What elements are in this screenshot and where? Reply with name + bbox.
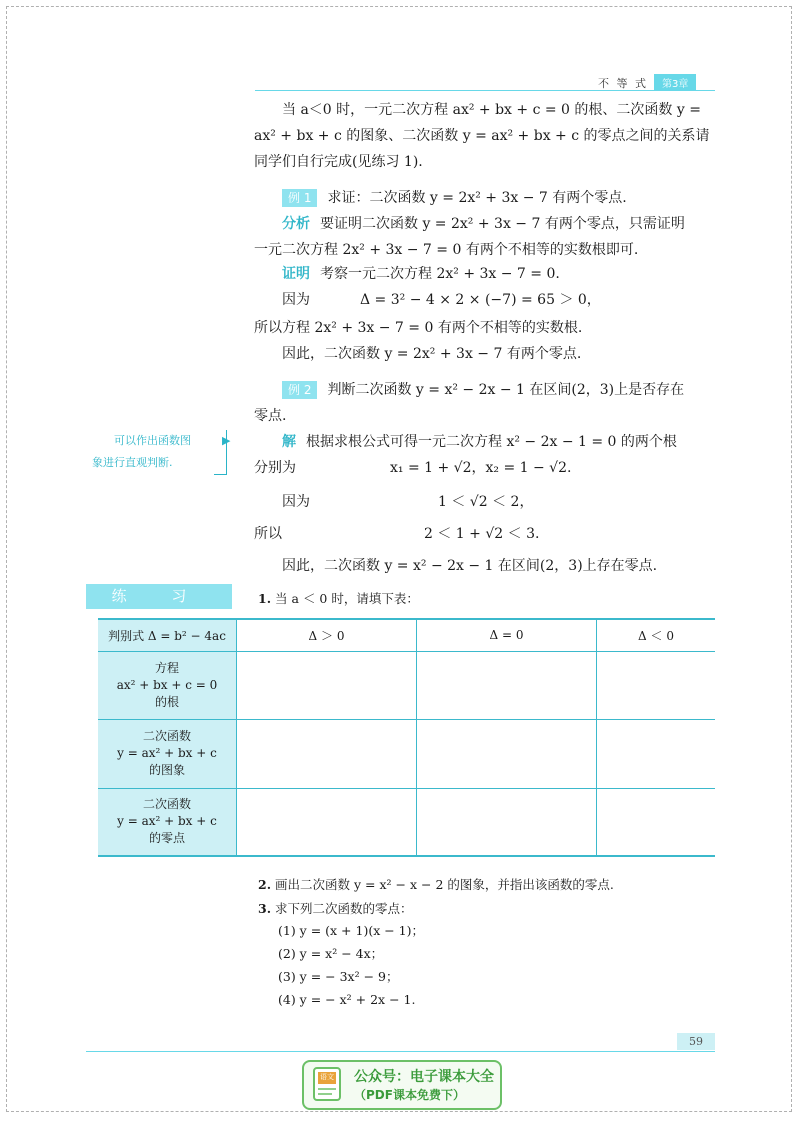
row-label: [98, 651, 237, 719]
header-chapter: 第3章: [654, 74, 696, 91]
example1-conclusion: 因此，二次函数 y = 2x² + 3x − 7 有两个零点.: [282, 346, 582, 362]
example2-text-2: 零点.: [254, 408, 287, 424]
promo-line-1: 公众号：电子课本大全: [354, 1069, 494, 1085]
example2-conclusion: 因此，二次函数 y = x² − 2x − 1 在区间(2，3)上存在零点.: [282, 558, 658, 574]
proof-keyword: 证明: [282, 266, 310, 282]
table-header-row: [98, 619, 715, 651]
table-row: [98, 651, 715, 719]
side-note: [92, 430, 222, 474]
table-corner: 判别式 Δ = b² − 4ac: [98, 619, 237, 651]
q2-text: 画出二次函数 y = x² − x − 2 的图象，并指出该函数的零点.: [275, 877, 614, 892]
row-label: [98, 719, 237, 788]
promo-line-2: （PDF课本免费下）: [354, 1088, 465, 1102]
table-cell[interactable]: [597, 651, 716, 719]
proof-text: 考察一元二次方程 2x² + 3x − 7 = 0.: [320, 266, 560, 282]
ineq2: 2 ＜ 1 + √2 ＜ 3.: [424, 526, 540, 542]
analysis-line-1: 要证明二次函数 y = 2x² + 3x − 7 有两个零点，只需证明: [320, 216, 685, 232]
q1-text: 当 a ＜ 0 时，请填下表：: [275, 591, 419, 606]
row-label-line: ax² + bx + c = 0: [116, 677, 218, 692]
example1-text: 求证：二次函数 y = 2x² + 3x − 7 有两个零点.: [327, 190, 627, 206]
roots-label: 分别为: [254, 460, 296, 476]
row-label-line: y = ax² + bx + c: [117, 746, 217, 760]
example2-statement: [282, 378, 684, 403]
practice-title: 练 习: [86, 584, 232, 609]
example2-tag: 例 2: [282, 381, 317, 399]
proof-because: 因为: [282, 292, 310, 308]
table-cell[interactable]: [417, 788, 597, 856]
example1-statement: [282, 186, 627, 211]
side-note-line-1: 可以作出函数图: [114, 434, 191, 447]
example1-analysis: [282, 212, 685, 237]
table-cell[interactable]: [417, 651, 597, 719]
book-icon-label: 语文: [320, 1073, 334, 1081]
running-header: [592, 74, 696, 91]
analysis-keyword: 分析: [282, 216, 310, 232]
arrow-right-icon: ▶: [222, 434, 231, 447]
discriminant-table: [98, 618, 715, 857]
row-label-line: y = ax² + bx + c: [117, 814, 217, 829]
q3-item-4: (4) y = − x² + 2x − 1.: [278, 992, 416, 1007]
table-col-1: Δ ＞ 0: [237, 619, 417, 651]
table-col-3: Δ ＜ 0: [597, 619, 716, 651]
example1-tag: 例 1: [282, 189, 317, 207]
row-label: [98, 788, 237, 856]
row-label-line: 的零点: [148, 831, 185, 846]
row-label-line: 的根: [154, 694, 179, 709]
q3-number: 3.: [258, 901, 272, 916]
table-cell[interactable]: [237, 788, 417, 856]
example2-solution: [282, 430, 677, 455]
ineq1: 1 ＜ √2 ＜ 2，: [438, 494, 534, 510]
practice-q1: [258, 588, 419, 610]
practice-q2: [258, 874, 614, 896]
q1-number: 1.: [258, 591, 272, 606]
table-col-2: Δ = 0: [417, 619, 597, 651]
header-rule: [255, 90, 715, 91]
practice-q3: [258, 898, 413, 920]
proof-so: 所以方程 2x² + 3x − 7 = 0 有两个不相等的实数根.: [254, 320, 583, 336]
roots-value: x₁ = 1 + √2，x₂ = 1 − √2.: [390, 460, 572, 476]
solution-text: 根据求根公式可得一元二次方程 x² − 2x − 1 = 0 的两个根: [306, 434, 677, 450]
table-row: [98, 788, 715, 856]
q3-item-3: (3) y = − 3x² − 9；: [278, 969, 399, 984]
solution-keyword: 解: [282, 434, 296, 450]
page-number: 59: [677, 1033, 715, 1050]
proof-delta: Δ = 3² − 4 × 2 × (−7) = 65 ＞ 0，: [360, 292, 601, 308]
example2-text-1: 判断二次函数 y = x² − 2x − 1 在区间(2，3)上是否存在: [327, 382, 685, 398]
q2-number: 2.: [258, 877, 272, 892]
ineq-because: 因为: [282, 494, 310, 510]
table-cell[interactable]: [237, 651, 417, 719]
analysis-line-2: 一元二次方程 2x² + 3x − 7 = 0 有两个不相等的实数根即可.: [254, 242, 639, 258]
q3-item-1: (1) y = (x + 1)(x − 1)；: [278, 923, 425, 938]
intro-line-1: 当 a＜0 时，一元二次方程 ax² + bx + c = 0 的根、二次函数 y =: [282, 102, 701, 118]
footer-rule: [86, 1051, 715, 1052]
table-cell[interactable]: [237, 719, 417, 788]
row-label-line: 方程: [154, 660, 179, 675]
example1-proof: [282, 262, 560, 287]
intro-line-3: 同学们自行完成(见练习 1).: [254, 154, 423, 170]
q3-text: 求下列二次函数的零点：: [275, 901, 413, 916]
table-cell[interactable]: [597, 788, 716, 856]
header-subject: 不 等 式: [598, 76, 648, 90]
table-row: [98, 719, 715, 788]
table-cell[interactable]: [597, 719, 716, 788]
book-icon: [312, 1066, 344, 1102]
row-label-line: 的图象: [148, 763, 185, 777]
ineq-therefore: 所以: [254, 526, 282, 542]
promo-badge[interactable]: [302, 1060, 502, 1110]
intro-line-2: ax² + bx + c 的图象、二次函数 y = ax² + bx + c 的零点之间的关系请: [254, 128, 710, 144]
table-cell[interactable]: [417, 719, 597, 788]
q3-item-2: (2) y = x² − 4x；: [278, 946, 384, 961]
row-label-line: 二次函数: [142, 729, 191, 743]
side-note-line-2: 象进行直观判断.: [92, 456, 173, 469]
row-label-line: 二次函数: [142, 797, 191, 812]
